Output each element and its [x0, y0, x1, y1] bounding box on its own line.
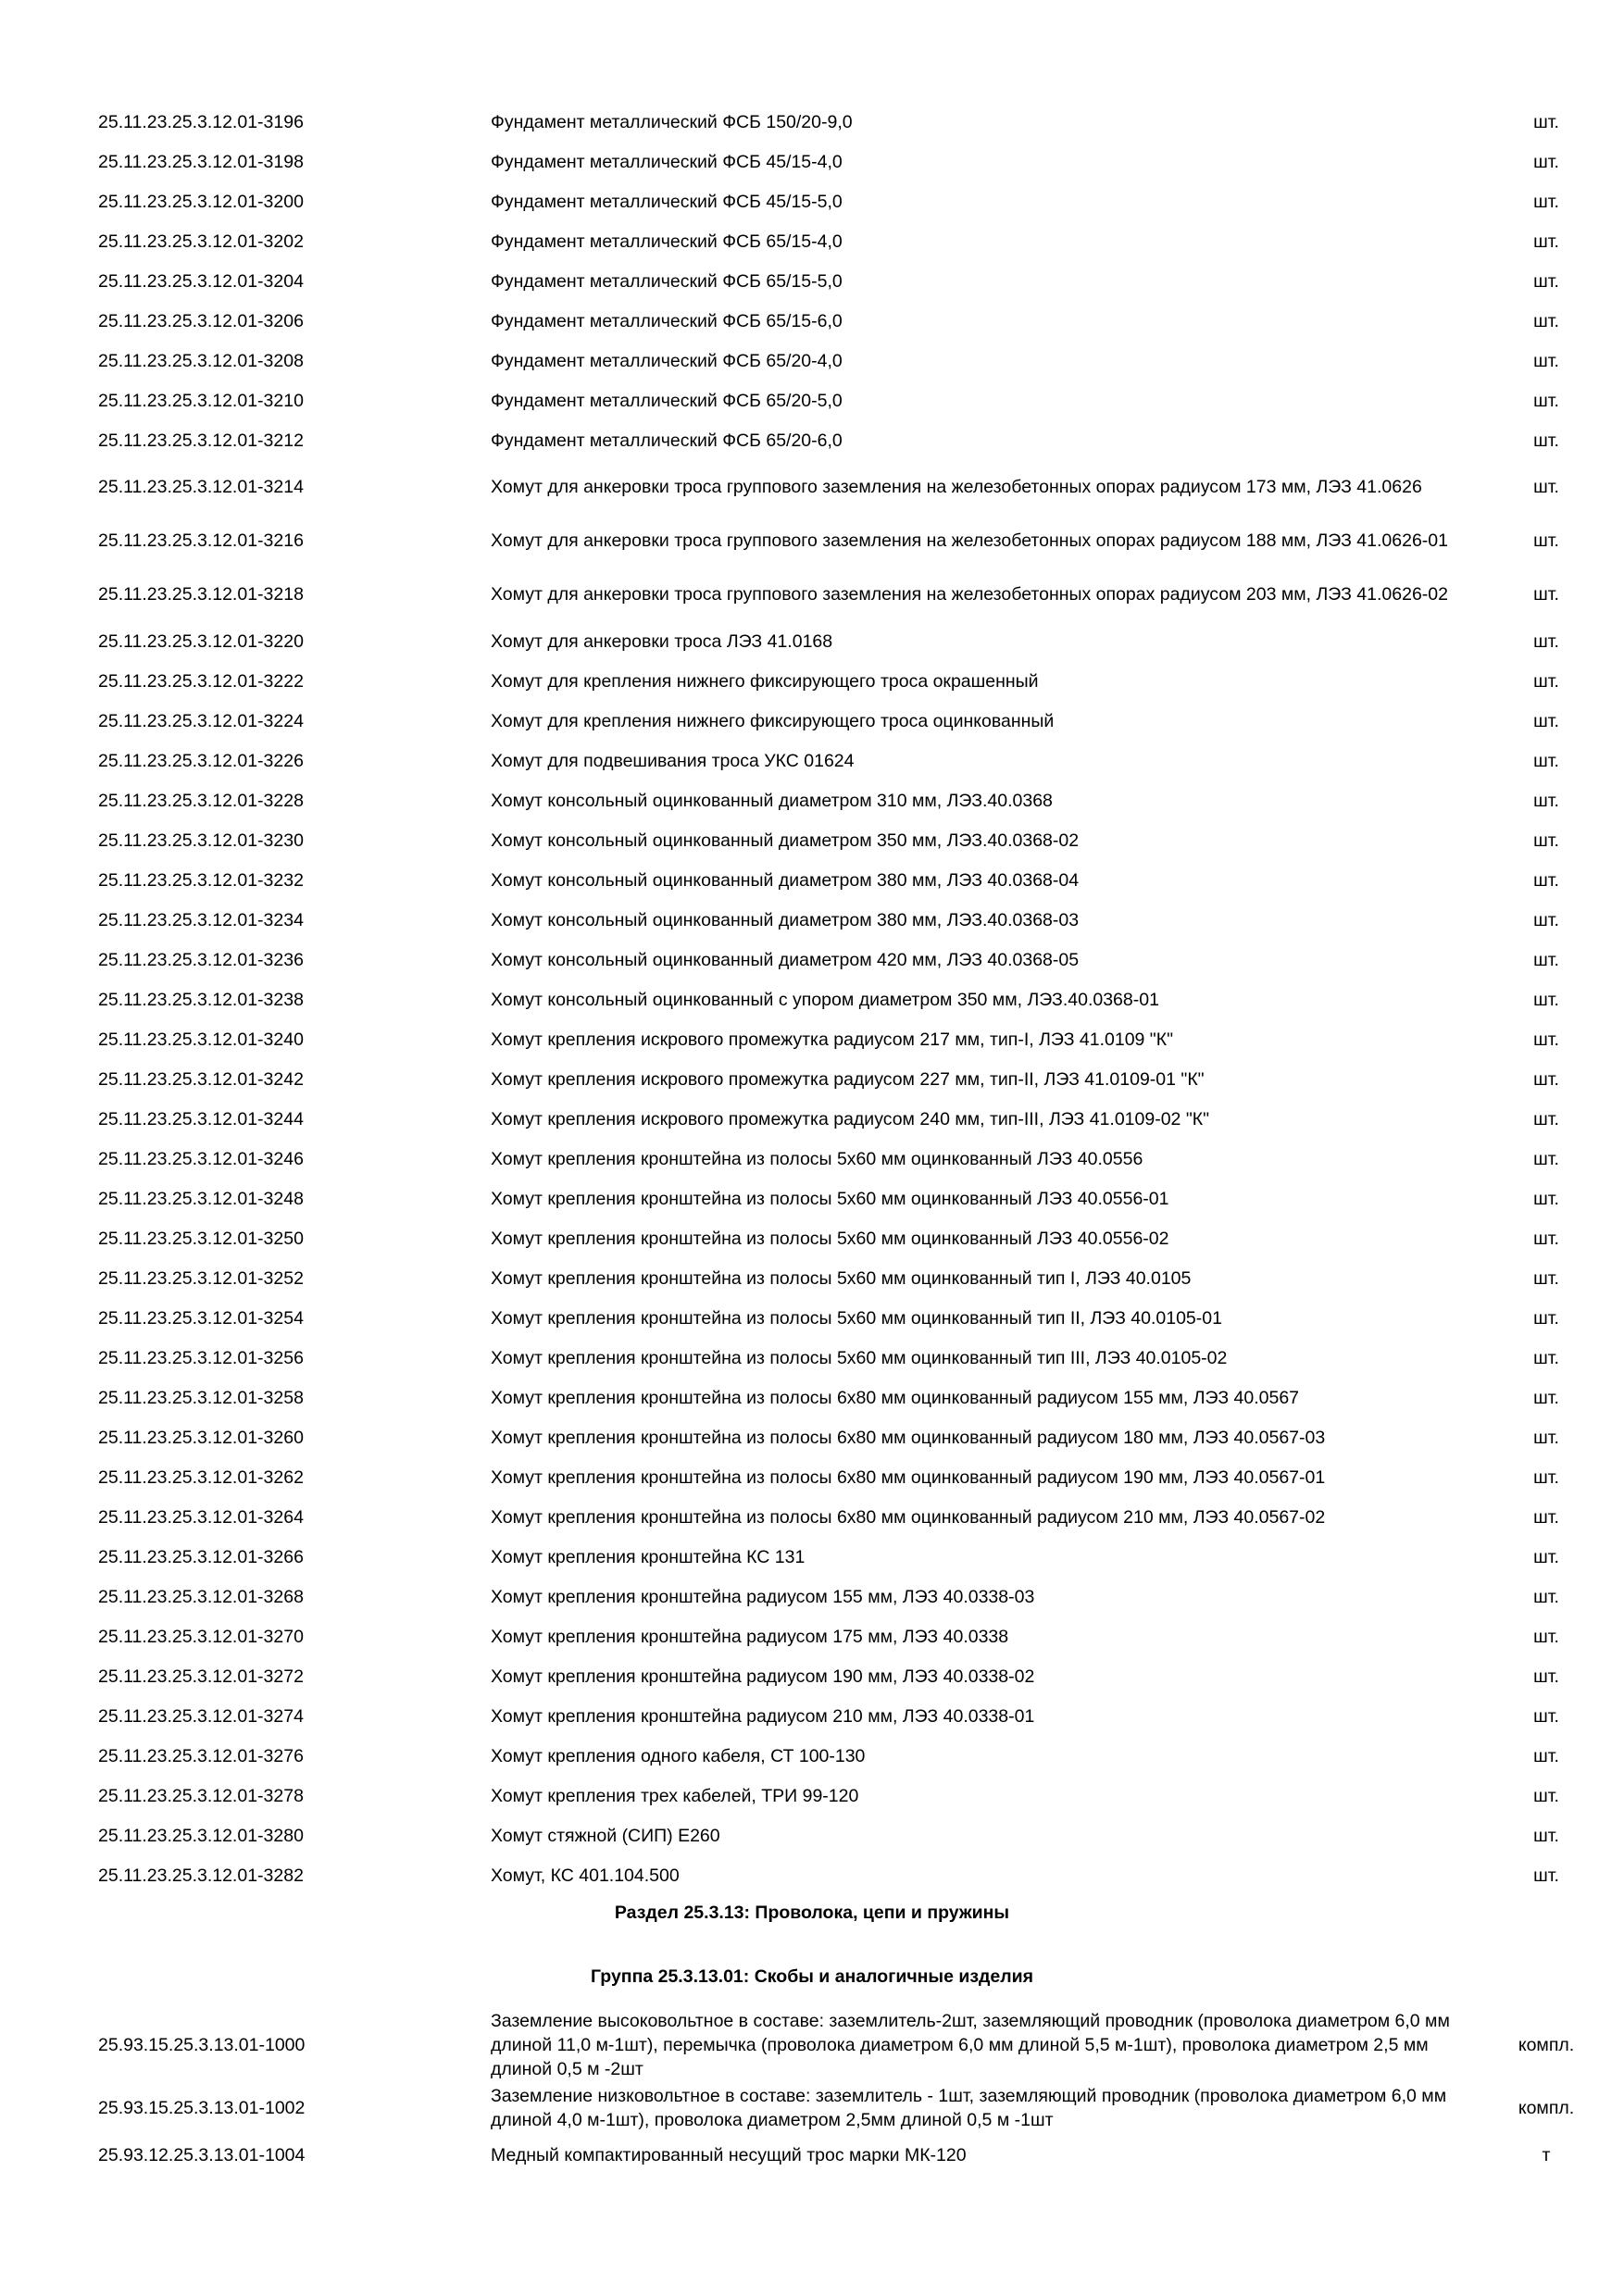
row-code: 25.11.23.25.3.12.01-3262 [98, 1466, 304, 1488]
row-unit: шт. [1533, 1148, 1559, 1169]
row-unit: компл. [1518, 2035, 1575, 2055]
table-row [0, 701, 1624, 741]
table-row [0, 514, 1624, 568]
table-row [0, 1656, 1624, 1696]
table-row [0, 1417, 1624, 1457]
row-name: Хомут крепления кронштейна из полосы 6х80 мм оцинкованный радиусом 155 мм, ЛЭЗ 40.0567 [491, 1387, 1300, 1408]
row-name: Медный компактированный несущий трос марки МК-120 [491, 2144, 967, 2165]
row-unit: шт. [1533, 869, 1559, 891]
row-unit: шт. [1533, 1347, 1559, 1368]
table-row [0, 381, 1624, 420]
row-name: Хомут консольный оцинкованный диаметром 380 мм, ЛЭЗ 40.0368-04 [491, 869, 1080, 891]
row-unit: шт. [1533, 1068, 1559, 1090]
row-code: 25.11.23.25.3.12.01-3212 [98, 430, 304, 451]
table-row [0, 1855, 1624, 1895]
row-name: Фундамент металлический ФСБ 150/20-9,0 [491, 111, 853, 132]
row-name: Хомут крепления кронштейна из полосы 5х60 мм оцинкованный тип III, ЛЭЗ 40.0105-02 [491, 1347, 1228, 1368]
row-unit: шт. [1533, 1666, 1559, 1687]
row-code: 25.11.23.25.3.12.01-3200 [98, 191, 304, 212]
row-name: Фундамент металлический ФСБ 65/20-4,0 [491, 350, 843, 371]
table-row [0, 1099, 1624, 1139]
table-row [0, 221, 1624, 261]
row-code: 25.11.23.25.3.12.01-3210 [98, 390, 304, 411]
row-code: 25.11.23.25.3.12.01-3274 [98, 1705, 304, 1727]
row-code: 25.11.23.25.3.12.01-3222 [98, 670, 304, 692]
row-name: Фундамент металлический ФСБ 65/15-4,0 [491, 231, 843, 252]
table-row [0, 341, 1624, 381]
table-row [0, 1019, 1624, 1059]
table-row [0, 1577, 1624, 1616]
row-code: 25.11.23.25.3.12.01-3278 [98, 1785, 304, 1806]
row-unit: шт. [1533, 1705, 1559, 1727]
row-unit: шт. [1533, 1188, 1559, 1209]
row-name: Хомут крепления одного кабеля, СТ 100-130 [491, 1745, 866, 1766]
row-unit: шт. [1533, 111, 1559, 132]
row-unit: шт. [1533, 1825, 1559, 1846]
row-unit: шт. [1533, 1466, 1559, 1488]
row-unit: шт. [1533, 530, 1559, 551]
row-code: 25.11.23.25.3.12.01-3234 [98, 909, 304, 930]
table-row [0, 1537, 1624, 1577]
row-unit: шт. [1533, 231, 1559, 252]
table-row [0, 1218, 1624, 1258]
row-unit: шт. [1533, 670, 1559, 692]
table-row [0, 1338, 1624, 1378]
row-code: 25.11.23.25.3.12.01-3276 [98, 1745, 304, 1766]
row-name: Хомут крепления искрового промежутка радиусом 227 мм, тип-II, ЛЭЗ 41.0109-01 "К" [491, 1068, 1205, 1090]
row-name: Хомут крепления кронштейна из полосы 6х80 мм оцинкованный радиусом 190 мм, ЛЭЗ 40.0567-01 [491, 1466, 1326, 1488]
row-code: 25.11.23.25.3.12.01-3206 [98, 310, 304, 331]
row-code: 25.11.23.25.3.12.01-3280 [98, 1825, 304, 1846]
row-code: 25.11.23.25.3.12.01-3226 [98, 750, 304, 771]
row-code: 25.11.23.25.3.12.01-3236 [98, 949, 304, 970]
row-code: 25.11.23.25.3.12.01-3216 [98, 530, 304, 551]
row-unit: шт. [1533, 710, 1559, 731]
row-unit: шт. [1533, 1865, 1559, 1886]
row-unit: шт. [1533, 270, 1559, 292]
row-code: 25.11.23.25.3.12.01-3202 [98, 231, 304, 252]
row-name: Фундамент металлический ФСБ 65/15-6,0 [491, 310, 843, 331]
row-name: Хомут крепления кронштейна КС 131 [491, 1546, 806, 1567]
row-name: Заземление низковольтное в составе: заземлитель - 1шт, заземляющий проводник (проволока диаметром 6,0 мм длиной 4,0 м-1шт), проволока диаметром 2,5мм длиной 0,5 м -1шт [491, 2086, 1447, 2130]
row-code: 25.11.23.25.3.12.01-3248 [98, 1188, 304, 1209]
table-row [0, 741, 1624, 780]
table-row [0, 1816, 1624, 1855]
row-name: Хомут для анкеровки троса группового заземления на железобетонных опорах радиусом 203 мм, ЛЭЗ 41.0626-02 [491, 584, 1448, 605]
row-name: Хомут крепления кронштейна из полосы 6х80 мм оцинкованный радиусом 210 мм, ЛЭЗ 40.0567-02 [491, 1506, 1326, 1528]
row-code: 25.11.23.25.3.12.01-3246 [98, 1148, 304, 1169]
row-code: 25.11.23.25.3.12.01-3268 [98, 1586, 304, 1607]
row-name: Хомут консольный оцинкованный диаметром 380 мм, ЛЭЗ.40.0368-03 [491, 909, 1080, 930]
row-name: Хомут для анкеровки троса группового заземления на железобетонных опорах радиусом 173 мм, ЛЭЗ 41.0626 [491, 477, 1422, 497]
row-name: Хомут стяжной (СИП) Е260 [491, 1825, 720, 1846]
row-code: 25.11.23.25.3.12.01-3230 [98, 830, 304, 851]
row-unit: шт. [1533, 151, 1559, 172]
row-unit: шт. [1533, 1387, 1559, 1408]
table-row [0, 1258, 1624, 1298]
row-code: 25.93.12.25.3.13.01-1004 [98, 2144, 306, 2165]
row-code: 25.11.23.25.3.12.01-3256 [98, 1347, 304, 1368]
table-row [0, 2135, 1624, 2175]
table-row [0, 301, 1624, 341]
table-row [0, 568, 1624, 621]
table-row [0, 1696, 1624, 1736]
row-code: 25.11.23.25.3.12.01-3218 [98, 584, 304, 605]
row-name: Хомут консольный оцинкованный диаметром 350 мм, ЛЭЗ.40.0368-02 [491, 830, 1080, 851]
table-row [0, 900, 1624, 940]
row-unit: шт. [1533, 477, 1559, 497]
table-row [0, 1059, 1624, 1099]
row-name: Фундамент металлический ФСБ 65/20-5,0 [491, 390, 843, 411]
row-code: 25.11.23.25.3.12.01-3214 [98, 477, 304, 497]
row-unit: шт. [1533, 989, 1559, 1010]
row-unit: шт. [1533, 1586, 1559, 1607]
row-code: 25.11.23.25.3.12.01-3240 [98, 1029, 304, 1050]
table-row [0, 661, 1624, 701]
row-code: 25.93.15.25.3.13.01-1002 [98, 2098, 306, 2118]
row-unit: шт. [1533, 830, 1559, 851]
row-code: 25.11.23.25.3.12.01-3264 [98, 1506, 304, 1528]
row-unit: шт. [1533, 1506, 1559, 1528]
section-heading: Раздел 25.3.13: Проволока, цепи и пружины [614, 1903, 1010, 1923]
row-name: Хомут крепления кронштейна радиусом 155 мм, ЛЭЗ 40.0338-03 [491, 1586, 1035, 1607]
row-name: Фундамент металлический ФСБ 45/15-5,0 [491, 191, 843, 212]
row-name: Хомут консольный оцинкованный диаметром 420 мм, ЛЭЗ 40.0368-05 [491, 949, 1080, 970]
row-code: 25.11.23.25.3.12.01-3204 [98, 270, 304, 292]
row-name: Хомут, КС 401.104.500 [491, 1865, 680, 1886]
row-code: 25.11.23.25.3.12.01-3242 [98, 1068, 304, 1090]
row-code: 25.11.23.25.3.12.01-3232 [98, 869, 304, 891]
row-unit: шт. [1533, 630, 1559, 652]
row-code: 25.11.23.25.3.12.01-3254 [98, 1307, 304, 1329]
row-unit: шт. [1533, 430, 1559, 451]
row-name: Хомут консольный оцинкованный диаметром 310 мм, ЛЭЗ.40.0368 [491, 790, 1053, 811]
row-code: 25.11.23.25.3.12.01-3266 [98, 1546, 304, 1567]
table-row [0, 102, 1624, 142]
row-name: Хомут крепления искрового промежутка радиусом 240 мм, тип-III, ЛЭЗ 41.0109-02 "К" [491, 1108, 1210, 1129]
row-unit: шт. [1533, 1626, 1559, 1647]
row-name: Хомут крепления кронштейна из полосы 5х60 мм оцинкованный ЛЭЗ 40.0556 [491, 1148, 1143, 1169]
table-row [0, 1179, 1624, 1218]
row-unit: шт. [1533, 750, 1559, 771]
row-name: Хомут крепления кронштейна из полосы 5х60 мм оцинкованный ЛЭЗ 40.0556-02 [491, 1228, 1169, 1249]
row-code: 25.11.23.25.3.12.01-3220 [98, 630, 304, 652]
table-row [0, 1776, 1624, 1816]
table-row [0, 780, 1624, 820]
row-code: 25.11.23.25.3.12.01-3238 [98, 989, 304, 1010]
row-code: 25.11.23.25.3.12.01-3258 [98, 1387, 304, 1408]
row-name: Хомут крепления кронштейна радиусом 190 мм, ЛЭЗ 40.0338-02 [491, 1666, 1035, 1687]
table-row [0, 860, 1624, 900]
row-unit: шт. [1533, 1546, 1559, 1567]
row-name: Хомут крепления кронштейна из полосы 5х60 мм оцинкованный ЛЭЗ 40.0556-01 [491, 1188, 1169, 1209]
table-row [0, 261, 1624, 301]
table-row [0, 142, 1624, 181]
table-row [0, 820, 1624, 860]
group-heading: Группа 25.3.13.01: Скобы и аналогичные изделия [590, 1966, 1034, 1987]
row-unit: шт. [1533, 1307, 1559, 1329]
row-name: Хомут для подвешивания троса УКС 01624 [491, 750, 855, 771]
row-unit: шт. [1533, 350, 1559, 371]
row-code: 25.11.23.25.3.12.01-3196 [98, 111, 304, 132]
row-name: Хомут для крепления нижнего фиксирующего троса окрашенный [491, 670, 1039, 692]
row-name: Хомут крепления кронштейна из полосы 5х60 мм оцинкованный тип II, ЛЭЗ 40.0105-01 [491, 1307, 1222, 1329]
row-unit: шт. [1533, 1745, 1559, 1766]
row-code: 25.11.23.25.3.12.01-3270 [98, 1626, 304, 1647]
table-row [0, 460, 1624, 514]
table-row [0, 1139, 1624, 1179]
row-code: 25.11.23.25.3.12.01-3228 [98, 790, 304, 811]
row-name: Хомут крепления кронштейна из полосы 5х60 мм оцинкованный тип I, ЛЭЗ 40.0105 [491, 1267, 1192, 1289]
row-unit: компл. [1518, 2098, 1575, 2118]
row-name: Хомут крепления кронштейна из полосы 6х80 мм оцинкованный радиусом 180 мм, ЛЭЗ 40.0567-03 [491, 1427, 1326, 1448]
table-row [0, 1497, 1624, 1537]
row-name: Хомут крепления кронштейна радиусом 210 мм, ЛЭЗ 40.0338-01 [491, 1705, 1035, 1727]
row-unit: т [1542, 2144, 1551, 2165]
row-code: 25.93.15.25.3.13.01-1000 [98, 2035, 306, 2055]
row-name: Хомут крепления кронштейна радиусом 175 мм, ЛЭЗ 40.0338 [491, 1626, 1009, 1647]
table-row [0, 2081, 1624, 2135]
row-code: 25.11.23.25.3.12.01-3244 [98, 1108, 304, 1129]
row-name: Фундамент металлический ФСБ 65/20-6,0 [491, 430, 843, 451]
table-row [0, 1298, 1624, 1338]
row-unit: шт. [1533, 310, 1559, 331]
row-unit: шт. [1533, 390, 1559, 411]
table-row [0, 980, 1624, 1019]
table-row [0, 1736, 1624, 1776]
row-name: Хомут крепления трех кабелей, ТРИ 99-120 [491, 1785, 859, 1806]
row-code: 25.11.23.25.3.12.01-3198 [98, 151, 304, 172]
row-unit: шт. [1533, 909, 1559, 930]
row-unit: шт. [1533, 1029, 1559, 1050]
row-unit: шт. [1533, 1785, 1559, 1806]
row-name: Хомут для крепления нижнего фиксирующего троса оцинкованный [491, 710, 1055, 731]
row-name: Хомут крепления искрового промежутка радиусом 217 мм, тип-I, ЛЭЗ 41.0109 "К" [491, 1029, 1174, 1050]
row-code: 25.11.23.25.3.12.01-3224 [98, 710, 304, 731]
row-name: Хомут консольный оцинкованный с упором диаметром 350 мм, ЛЭЗ.40.0368-01 [491, 989, 1159, 1010]
table-row [0, 1457, 1624, 1497]
row-code: 25.11.23.25.3.12.01-3272 [98, 1666, 304, 1687]
row-name: Хомут для анкеровки троса группового заземления на железобетонных опорах радиусом 188 мм, ЛЭЗ 41.0626-01 [491, 530, 1448, 551]
table-row [0, 940, 1624, 980]
table-row [0, 1378, 1624, 1417]
row-unit: шт. [1533, 790, 1559, 811]
price-list-table [0, 102, 1624, 1895]
row-unit: шт. [1533, 1228, 1559, 1249]
row-name: Фундамент металлический ФСБ 45/15-4,0 [491, 151, 843, 172]
row-unit: шт. [1533, 191, 1559, 212]
row-name: Заземление высоковольтное в составе: заземлитель-2шт, заземляющий проводник (проволока диаметром 6,0 мм длиной 11,0 м-1шт), перемычка (проволока диаметром 6,0 мм длиной 5,5 м-1шт), проволока диаметром 2,5 мм длиной 0,5 м -2шт [491, 2011, 1450, 2079]
row-code: 25.11.23.25.3.12.01-3250 [98, 1228, 304, 1249]
table-row [0, 181, 1624, 221]
table-row [0, 2009, 1624, 2081]
row-code: 25.11.23.25.3.12.01-3282 [98, 1865, 304, 1886]
row-name: Хомут для анкеровки троса ЛЭЗ 41.0168 [491, 630, 833, 652]
table-row [0, 1616, 1624, 1656]
row-unit: шт. [1533, 949, 1559, 970]
row-code: 25.11.23.25.3.12.01-3208 [98, 350, 304, 371]
row-unit: шт. [1533, 584, 1559, 605]
row-name: Фундамент металлический ФСБ 65/15-5,0 [491, 270, 843, 292]
row-unit: шт. [1533, 1427, 1559, 1448]
row-unit: шт. [1533, 1267, 1559, 1289]
price-list-table-2 [0, 2009, 1624, 2175]
row-code: 25.11.23.25.3.12.01-3252 [98, 1267, 304, 1289]
row-code: 25.11.23.25.3.12.01-3260 [98, 1427, 304, 1448]
row-unit: шт. [1533, 1108, 1559, 1129]
table-row [0, 420, 1624, 460]
table-row [0, 621, 1624, 661]
